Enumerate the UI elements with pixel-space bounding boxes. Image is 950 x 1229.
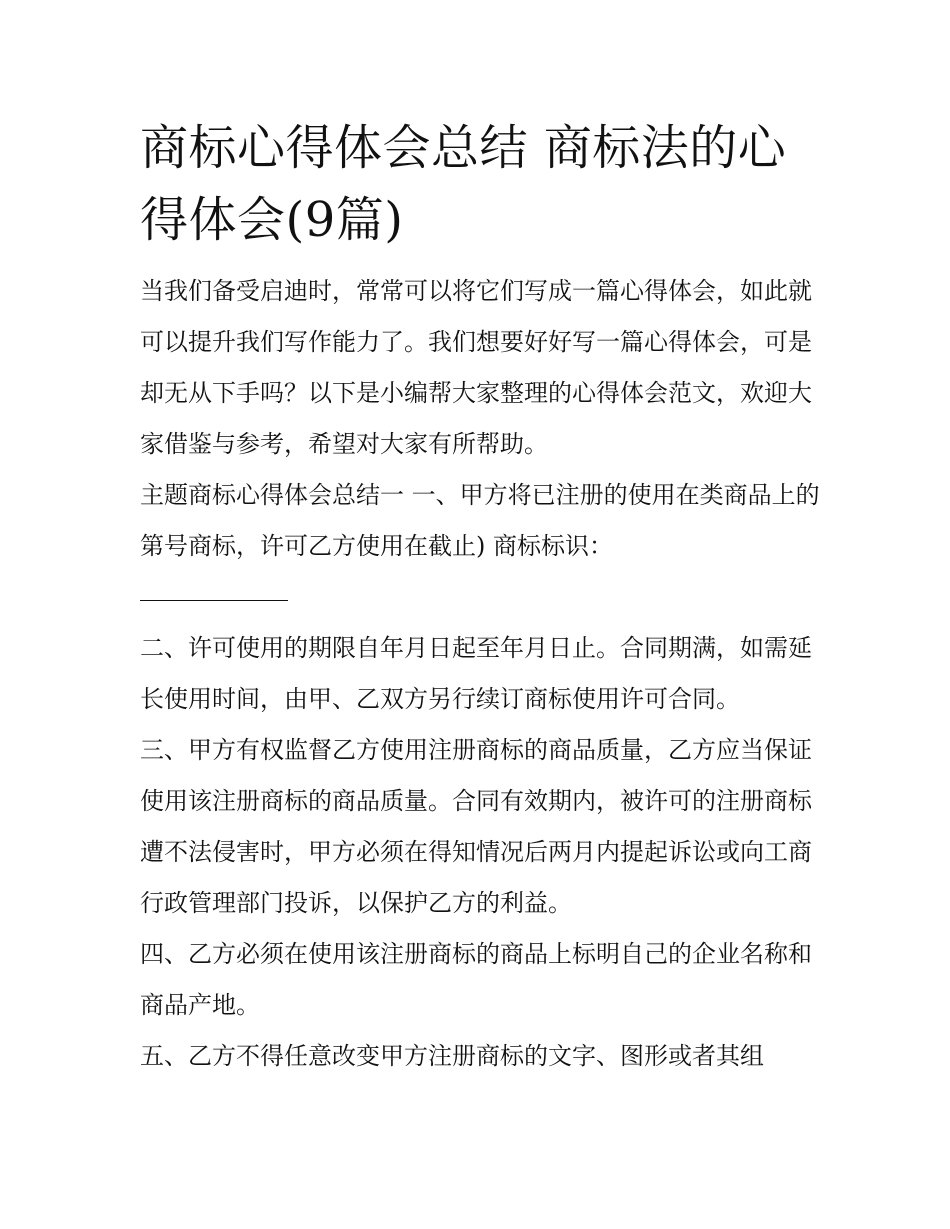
clause-3-paragraph: 三、甲方有权监督乙方使用注册商标的商品质量，乙方应当保证使用该注册商标的商品质量。合同有效期内，被许可的注册商标遭不法侵害时，甲方必须在得知情况后两月内提起诉讼或向工商行政管理部门投诉，以保护乙方的利益。 [140,736,812,917]
section-intro-paragraph: 主题商标心得体会总结一 一、甲方将已注册的使用在类商品上的第号商标，许可乙方使用在截止) 商标标识： [140,481,820,560]
intro-paragraph: 当我们备受启迪时，常常可以将它们写成一篇心得体会，如此就可以提升我们写作能力了。我们想要好好写一篇心得体会，可是却无从下手吗？以下是小编帮大家整理的心得体会范文，欢迎大家借鉴与参考，希望对大家有所帮助。 [140,277,812,458]
clause-2-paragraph: 二、许可使用的期限自年月日起至年月日止。合同期满，如需延长使用时间，由甲、乙双方另行续订商标使用许可合同。 [140,634,812,713]
blank-underline [140,600,288,601]
clause-5-paragraph: 五、乙方不得任意改变甲方注册商标的文字、图形或者其组 [140,1042,764,1070]
document-page [140,112,820,1082]
clause-4-paragraph: 四、乙方必须在使用该注册商标的商品上标明自己的企业名称和商品产地。 [140,940,812,1019]
document-body [140,266,820,1082]
document-title: 商标心得体会总结 商标法的心得体会(9篇) [140,120,787,248]
